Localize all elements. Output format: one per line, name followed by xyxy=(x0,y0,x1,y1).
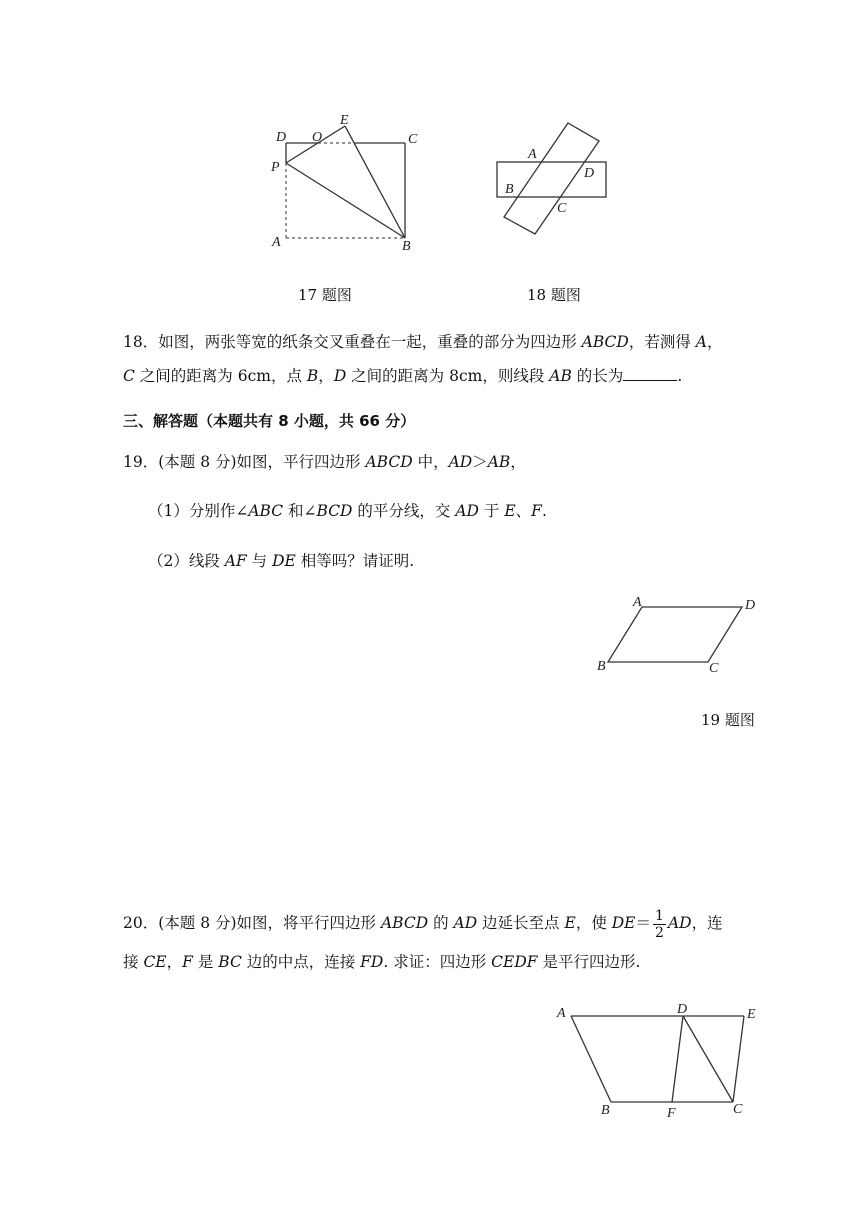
q19-step2: （2）线段 AF 与 DE 相等吗？请证明. xyxy=(148,552,415,570)
label-P: P xyxy=(271,160,280,175)
figure-18 xyxy=(490,115,615,240)
figure-17 xyxy=(265,108,425,258)
label-B: B xyxy=(505,182,514,197)
label-D: D xyxy=(745,598,756,613)
answer-blank[interactable] xyxy=(623,366,677,381)
label-D: D xyxy=(677,1002,688,1017)
label-F: F xyxy=(667,1106,676,1121)
label-E: E xyxy=(340,113,349,128)
edge-EC xyxy=(733,1016,744,1102)
figure-18-caption: 18 题图 xyxy=(527,286,581,304)
label-E: E xyxy=(747,1007,756,1022)
edge-DF xyxy=(672,1016,683,1102)
edge-AB xyxy=(571,1016,611,1102)
q20-line1: 20．(本题 8 分)如图，将平行四边形 ABCD 的 AD 边延长至点 E，使 DE＝ $\frac{1}{2}$ AD，连 xyxy=(123,907,723,941)
q18-line1: 18．如图，两张等宽的纸条交叉重叠在一起，重叠的部分为四边形 ABCD，若测得 A， xyxy=(123,333,723,351)
label-C: C xyxy=(557,201,567,216)
label-D: D xyxy=(584,166,595,181)
label-C: C xyxy=(709,661,719,676)
label-C: C xyxy=(733,1102,743,1117)
label-B: B xyxy=(402,239,411,254)
label-B: B xyxy=(597,659,606,674)
q19-line1: 19．(本题 8 分)如图，平行四边形 ABCD 中，AD＞AB， xyxy=(123,453,526,471)
edge-PB xyxy=(286,163,405,238)
label-B: B xyxy=(601,1103,610,1118)
figure-17-caption: 17 题图 xyxy=(298,286,352,304)
q18-line2: C 之间的距离为 6cm，点 B，D 之间的距离为 8cm，则线段 AB 的长为 . xyxy=(123,367,683,385)
parallelogram-ABCD xyxy=(608,607,742,662)
label-A: A xyxy=(633,595,642,610)
q20-line2: 接 CE，F 是 BC 边的中点，连接 FD. 求证：四边形 CEDF 是平行四边形. xyxy=(123,953,641,971)
edge-DC xyxy=(683,1016,733,1102)
label-C: C xyxy=(408,132,418,147)
figure-20 xyxy=(550,998,765,1123)
section-3-heading: 三、解答题（本题共有 8 小题，共 66 分） xyxy=(123,412,416,430)
q19-step1: （1）分别作∠ABC 和∠BCD 的平分线，交 AD 于 E、F. xyxy=(148,502,547,520)
label-A: A xyxy=(272,235,281,250)
label-O: O xyxy=(312,130,323,145)
figure-19-caption: 19 题图 xyxy=(701,711,755,729)
figure-19 xyxy=(590,592,765,677)
label-D: D xyxy=(276,130,287,145)
fraction-one-half: $\frac{1}{2}$ xyxy=(655,907,664,941)
label-A: A xyxy=(557,1006,566,1021)
label-A: A xyxy=(528,147,537,162)
